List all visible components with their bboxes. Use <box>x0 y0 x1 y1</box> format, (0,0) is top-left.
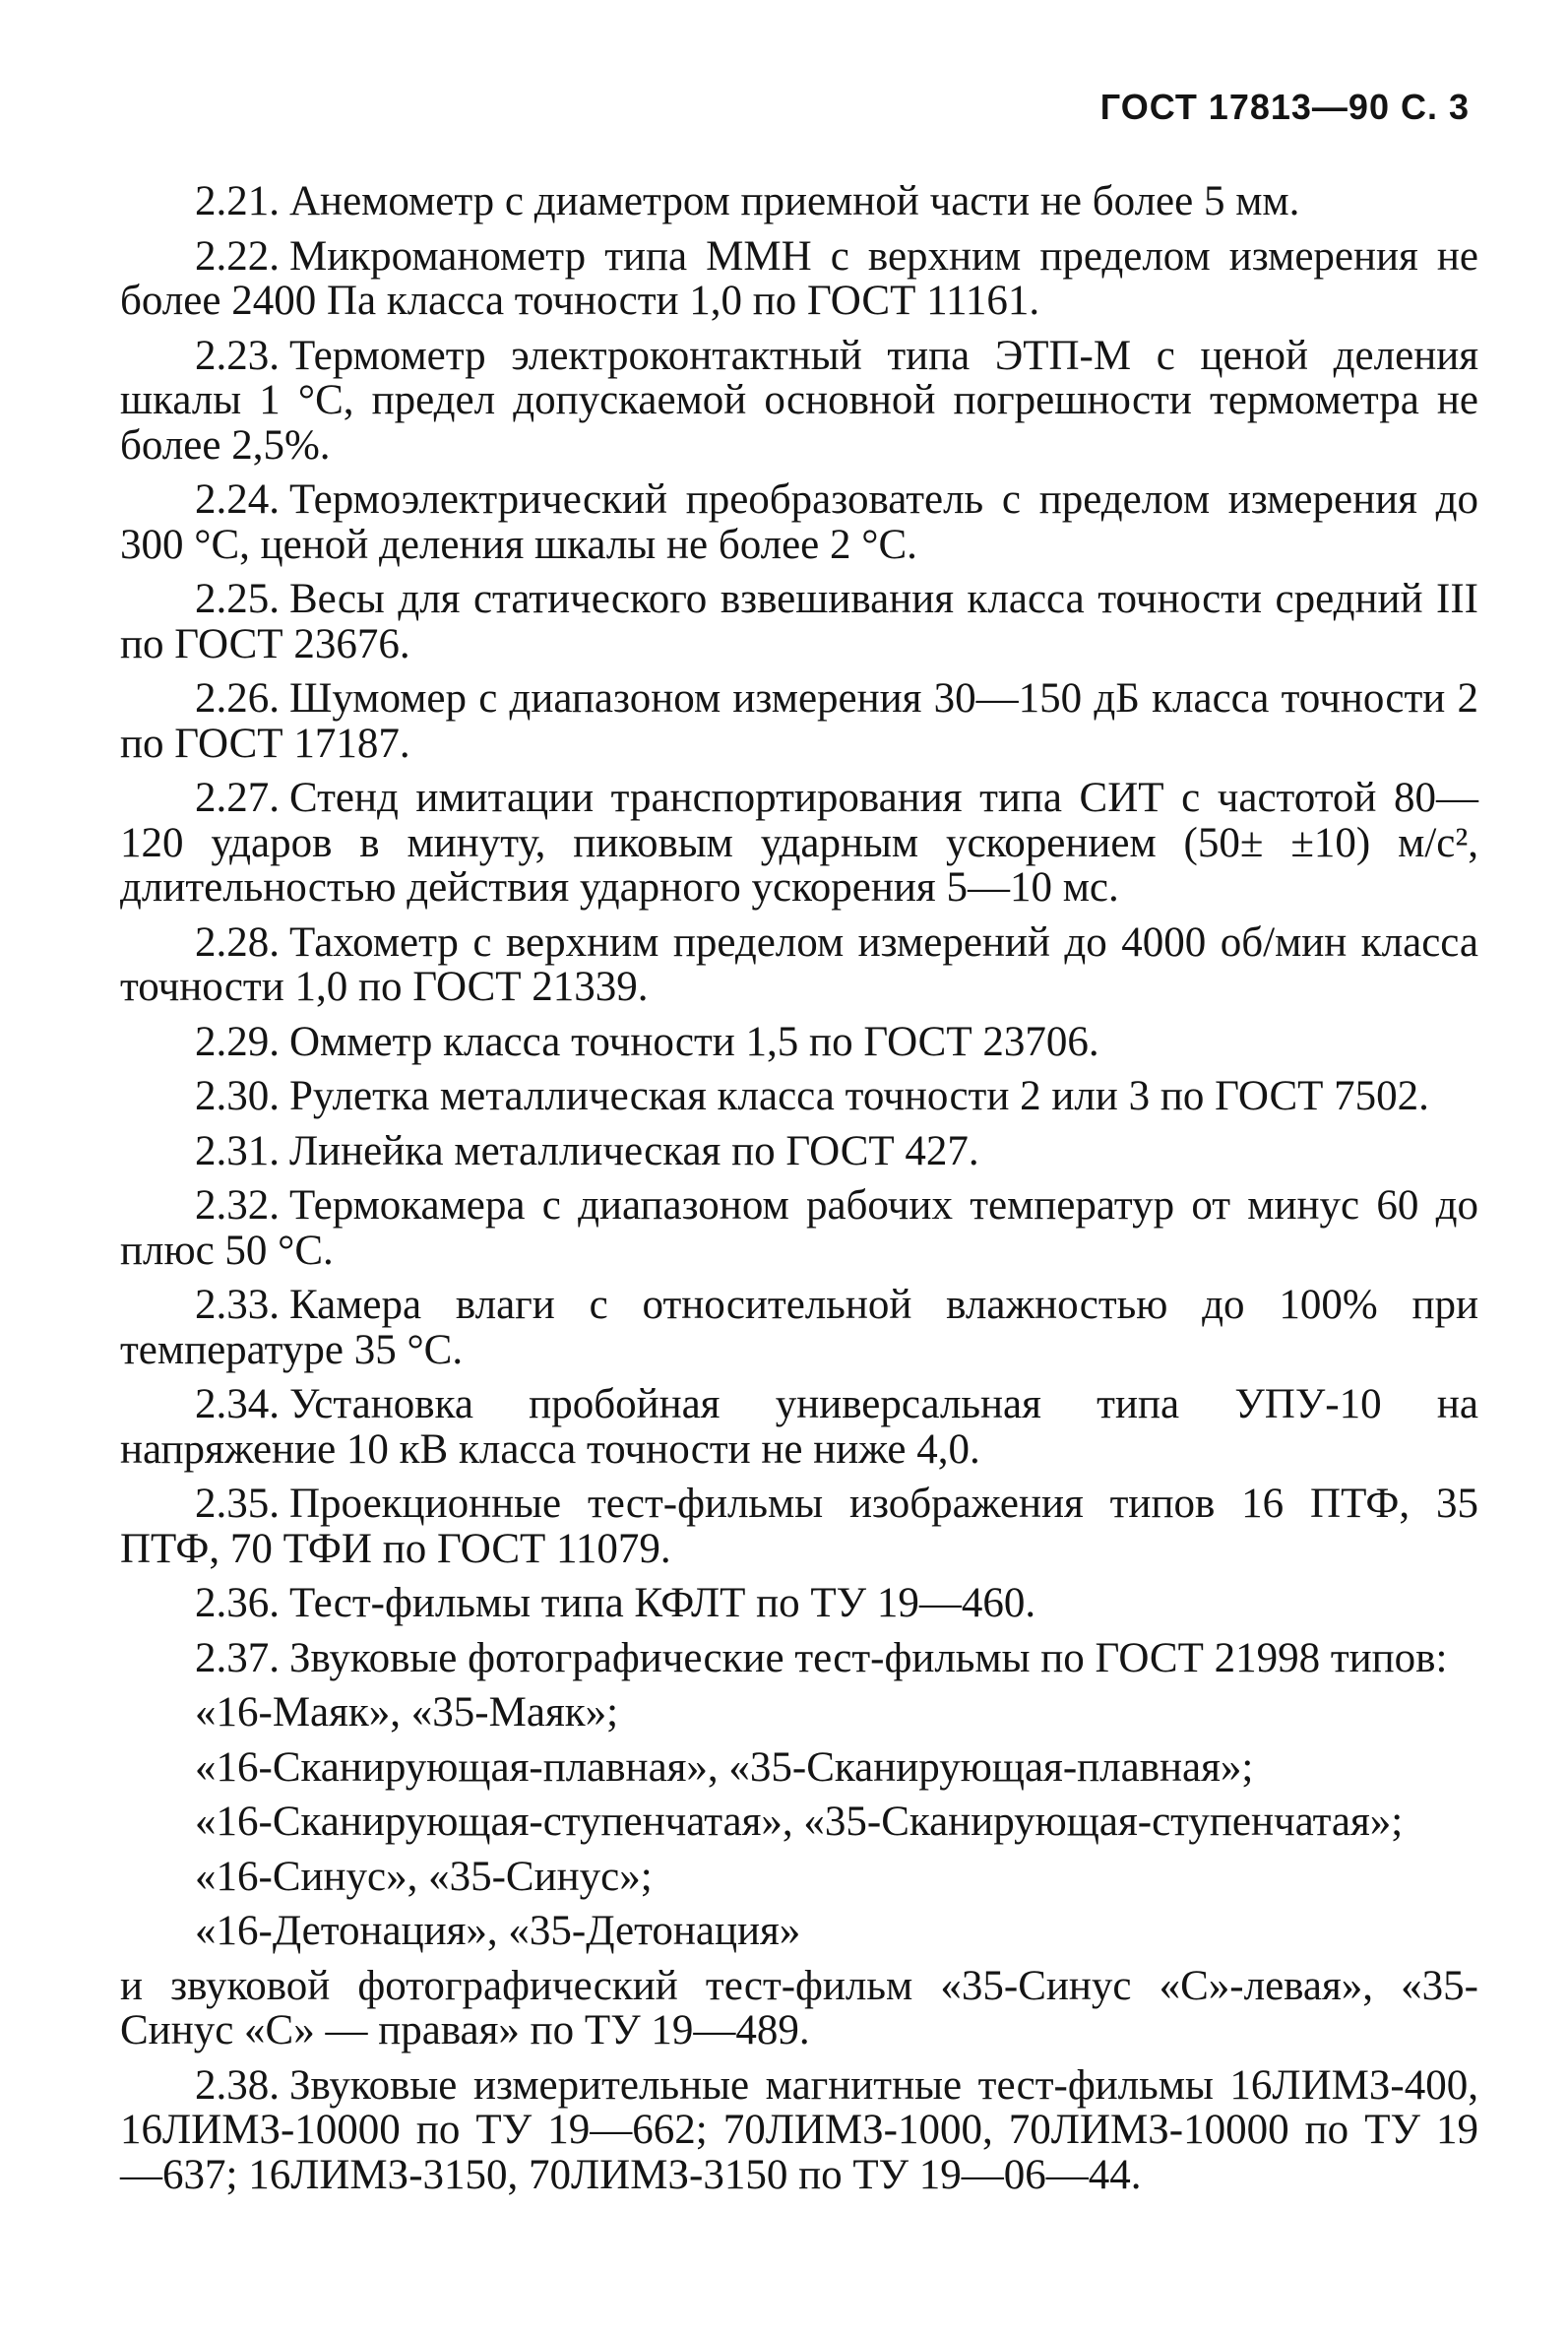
item-2-25 <box>120 577 1478 666</box>
item-number: 2.21. <box>195 178 280 224</box>
item-text: Рулетка металлическая класса точности 2 или 3 по ГОСТ 7502. <box>289 1073 1429 1119</box>
page-header: ГОСТ 17813—90 С. 3 <box>1099 87 1470 127</box>
item-text: Проекционные тест-фильмы изображения типов 16 ПТФ, 35 ПТФ, 70 ТФИ по ГОСТ 11079. <box>120 1481 1478 1572</box>
item-text: Стенд имитации транспортирования типа СИТ с частотой 80—120 ударов в минуту, пиковым ударным ускорением (50± ±10) м/с², длительностью действия ударного ускорения 5—10 мс. <box>120 775 1478 911</box>
item-number: 2.29. <box>195 1018 280 1065</box>
item-2-24 <box>120 477 1478 567</box>
item-text: Термометр электроконтактный типа ЭТП-М с ценой деления шкалы 1 °С, предел допускаемой основной погрешности термометра не более 2,5%. <box>120 332 1478 469</box>
item-number: 2.35. <box>195 1481 280 1527</box>
item-text: Шумомер с диапазоном измерения 30—150 дБ класса точности 2 по ГОСТ 17187. <box>120 675 1478 767</box>
item-text: Тахометр с верхним пределом измерений до 4000 об/мин класса точности 1,0 по ГОСТ 21339. <box>120 918 1478 1010</box>
item-number: 2.24. <box>195 476 280 523</box>
item-2-33 <box>120 1283 1478 1372</box>
item-2-30 <box>120 1074 1478 1119</box>
item-number: 2.38. <box>195 2061 280 2109</box>
item-number: 2.25. <box>195 576 280 622</box>
item-text: Установка пробойная универсальная типа УПУ-10 на напряжение 10 кВ класса точности не ниже 4,0. <box>120 1381 1478 1473</box>
item-text: Термокамера с диапазоном рабочих температур от минус 60 до плюс 50 °С. <box>120 1182 1478 1274</box>
item-text: Звуковые измерительные магнитные тест-фильмы 16ЛИМЗ-400, 16ЛИМЗ-10000 по ТУ 19—662; 70ЛИМЗ-1000, 70ЛИМЗ-10000 по ТУ 19—637; 16ЛИМЗ-3150, 70ЛИМЗ-3150 по ТУ 19—06—44. <box>120 2061 1478 2198</box>
item-number: 2.26. <box>195 675 280 722</box>
list-item-plavnaya: «16-Сканирующая-плавная», «35-Сканирующая-плавная»; <box>195 1743 1254 1791</box>
list-item-sinus: «16-Синус», «35-Синус»; <box>195 1853 653 1900</box>
item-2-28 <box>120 920 1478 1010</box>
list-item-stupenchataya: «16-Сканирующая-ступенчатая», «35-Сканирующая-ступенчатая»; <box>195 1799 1404 1845</box>
item-text: Анемометр с диаметром приемной части не более 5 мм. <box>289 178 1300 224</box>
item-text: Омметр класса точности 1,5 по ГОСТ 23706. <box>289 1018 1099 1065</box>
item-2-22 <box>120 234 1478 324</box>
item-text: Микроманометр типа ММН с верхним пределом измерения не более 2400 Па класса точности 1,0 по ГОСТ 11161. <box>120 232 1478 324</box>
item-number: 2.34. <box>195 1381 280 1427</box>
item-2-38 <box>120 2063 1478 2198</box>
item-number: 2.33. <box>195 1282 280 1328</box>
item-text: Весы для статического взвешивания класса точности средний III по ГОСТ 23676. <box>120 576 1478 667</box>
item-2-37-tail: и звуковой фотографический тест-фильм «35-Синус «С»-левая», «35-Синус «С» — правая» по ТУ 19—489. <box>120 1962 1478 2053</box>
item-text: Тест-фильмы типа КФЛТ по ТУ 19—460. <box>289 1580 1036 1626</box>
item-number: 2.22. <box>195 232 280 280</box>
item-number: 2.32. <box>195 1182 280 1229</box>
item-2-35 <box>120 1482 1478 1571</box>
item-2-29 <box>120 1020 1478 1065</box>
item-text: Звуковые фотографические тест-фильмы по ГОСТ 21998 типов: <box>289 1634 1448 1681</box>
item-2-26 <box>120 676 1478 766</box>
item-2-36 <box>120 1581 1478 1626</box>
item-number: 2.36. <box>195 1580 280 1626</box>
item-2-21 <box>120 179 1478 224</box>
item-text: Камера влаги с относительной влажностью до 100% при температуре 35 °С. <box>120 1282 1478 1373</box>
document-body <box>120 179 1478 2207</box>
item-number: 2.37. <box>195 1634 280 1681</box>
item-2-34 <box>120 1382 1478 1472</box>
item-2-27 <box>120 776 1478 911</box>
list-item-detonaciya: «16-Детонация», «35-Детонация» <box>195 1908 801 1954</box>
item-number: 2.23. <box>195 332 280 379</box>
item-text: Линейка металлическая по ГОСТ 427. <box>289 1127 979 1174</box>
item-2-23 <box>120 334 1478 469</box>
list-item-mayak: «16-Маяк», «35-Маяк»; <box>195 1689 619 1736</box>
item-number: 2.28. <box>195 918 280 966</box>
item-number: 2.31. <box>195 1127 280 1174</box>
item-number: 2.30. <box>195 1073 280 1119</box>
item-number: 2.27. <box>195 775 280 821</box>
item-2-32 <box>120 1183 1478 1273</box>
item-2-31 <box>120 1129 1478 1174</box>
item-text: Термоэлектрический преобразователь с пределом измерения до 300 °С, ценой деления шкалы не более 2 °С. <box>120 476 1478 568</box>
item-2-37 <box>120 1636 1478 1681</box>
